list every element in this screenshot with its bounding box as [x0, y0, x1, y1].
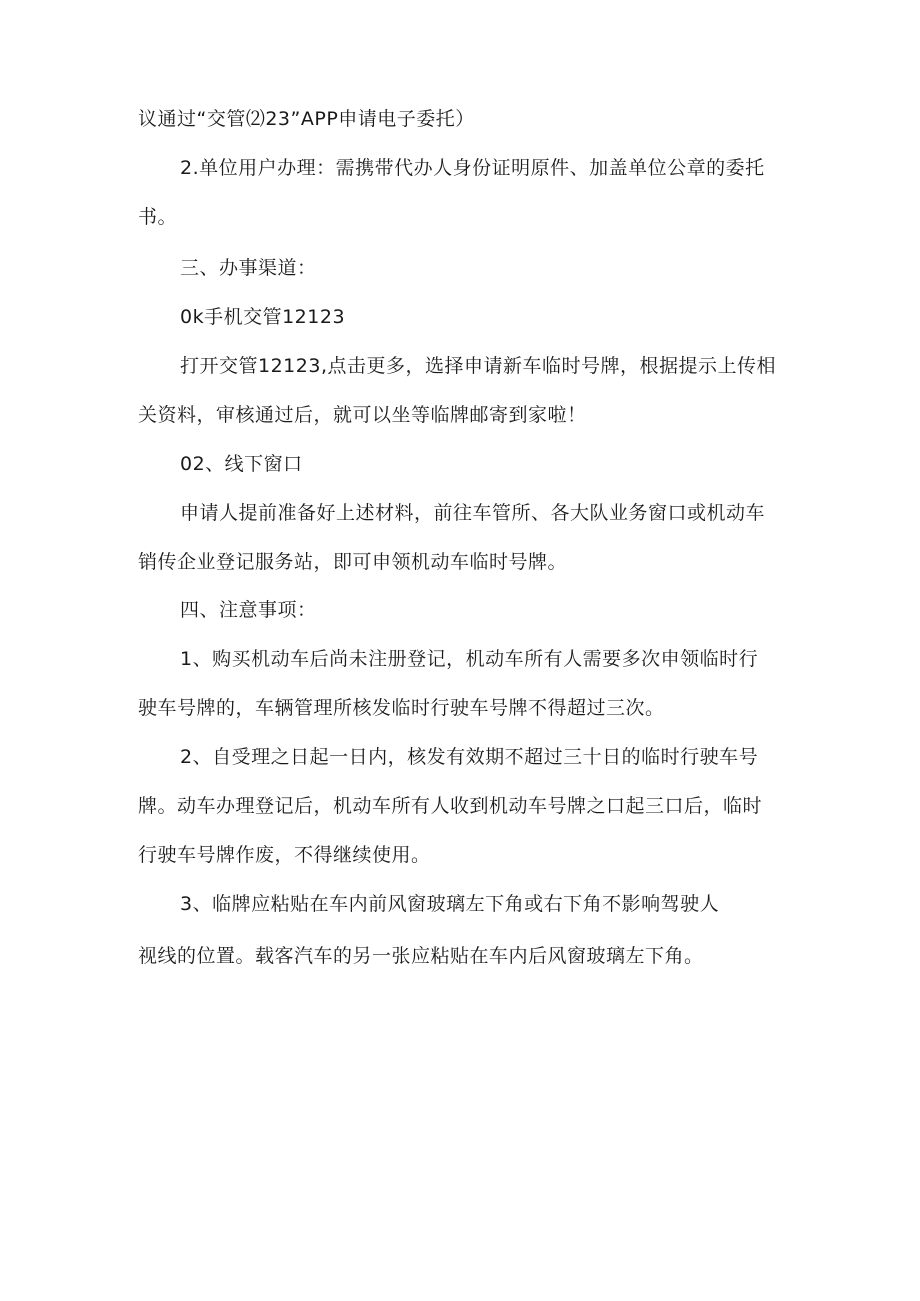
text-line-note-1: 1、购买机动车后尚未注册登记，机动车所有人需要多次申领临时行 [180, 648, 759, 670]
text-line-note-1-cont: 驶车号牌的，车辆管理所核发临时行驶车号牌不得超过三次。 [138, 697, 665, 719]
text-line-note-3: 3、临牌应粘贴在车内前风窗玻璃左下角或右下角不影响驾驶人 [180, 893, 720, 915]
subheading-mobile-app: 0k手机交管12123 [180, 306, 346, 328]
text-line-unit-user: 2.单位用户办理：需携带代办人身份证明原件、加盖单位公章的委托 [180, 157, 765, 179]
text-line-note-2: 2、自受理之日起一日内，核发有效期不超过三十日的临时行驶车号 [180, 746, 759, 768]
text-line-offline-steps: 申请人提前准备好上述材料，前往车管所、各大队业务窗口或机动车 [180, 502, 766, 524]
text-line-note-3-cont: 视线的位置。载客汽车的另一张应粘贴在车内后风窗玻璃左下角。 [138, 945, 704, 967]
text-line-offline-steps-cont: 销传企业登记服务站，即可申领机动车临时号牌。 [138, 551, 568, 573]
text-line-note-2-cont: 牌。动车办理登记后，机动车所有人收到机动车号牌之口起三口后，临时 [138, 795, 763, 817]
text-line-app-steps: 打开交管12123,点击更多，选择申请新车临时号牌，根据提示上传相 [180, 355, 776, 377]
subheading-offline-window: 02、线下窗口 [180, 453, 303, 475]
text-line-unit-user-cont: 书。 [138, 206, 178, 228]
section-heading-channels: 三、办事渠道： [180, 257, 317, 279]
text-line-app-steps-cont: 关资料，审核通过后，就可以坐等临牌邮寄到家啦！ [138, 404, 587, 426]
text-line-entrust-app: 议通过“交管⑵23”APP申请电子委托） [138, 108, 475, 130]
section-heading-notes: 四、注意事项： [180, 599, 317, 621]
text-line-note-2-end: 行驶车号牌作废，不得继续使用。 [138, 844, 431, 866]
